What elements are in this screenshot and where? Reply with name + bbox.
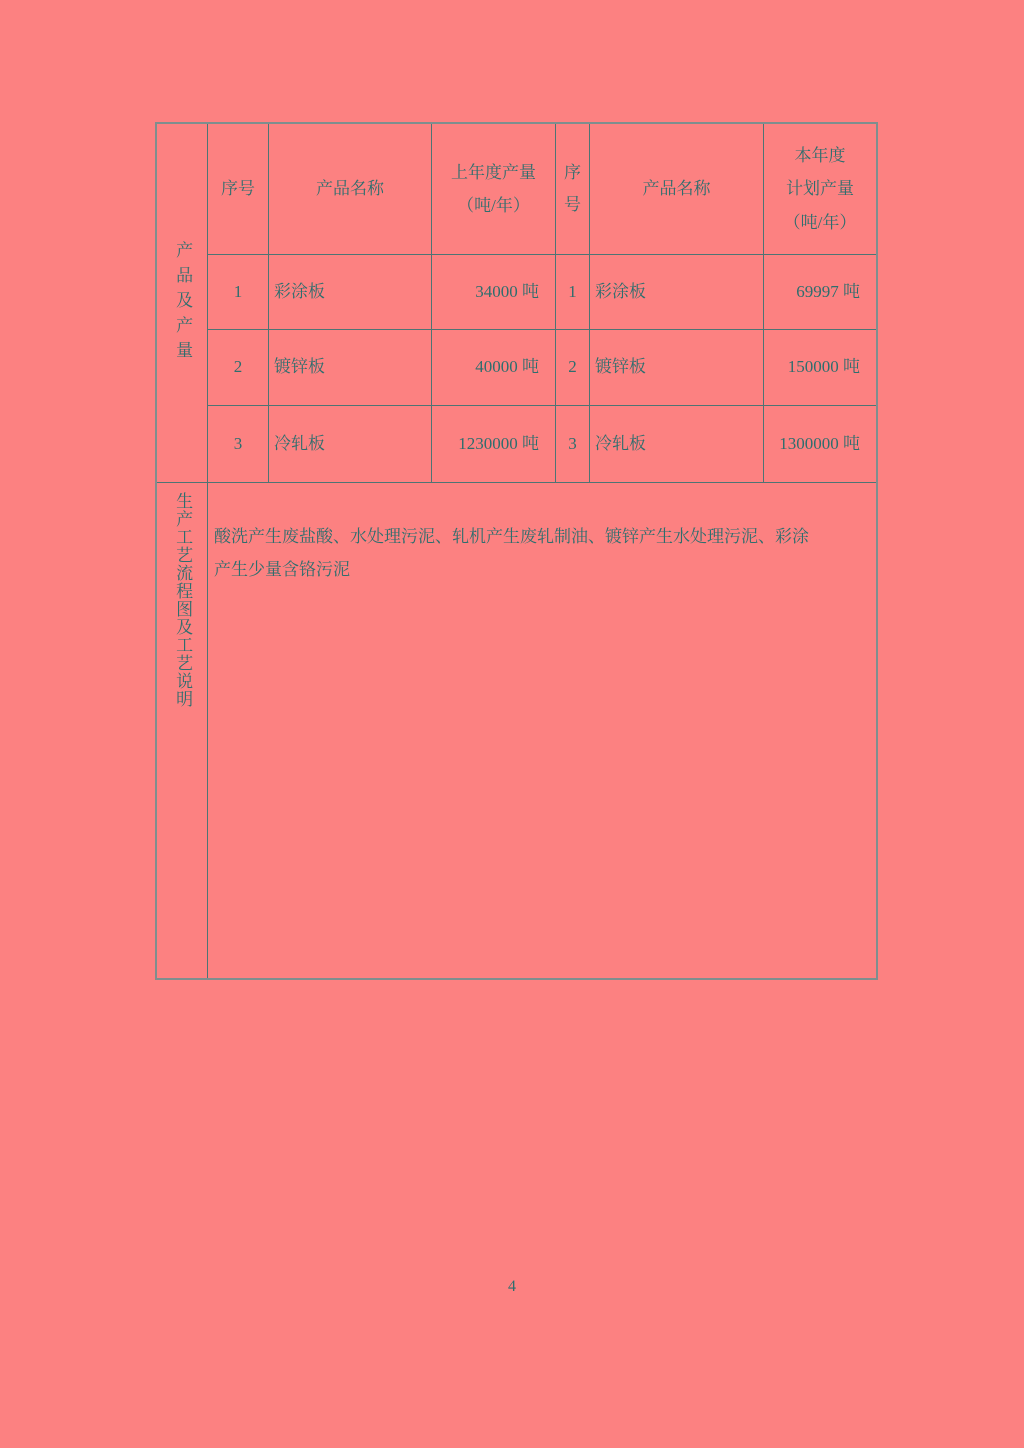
row1-index-left: 1	[207, 254, 268, 329]
row3-product-left: 冷轧板	[268, 405, 431, 482]
header-plan-output	[763, 124, 876, 254]
process-description-cell	[207, 482, 876, 978]
header-plan-output-line2: 计划产量	[785, 179, 854, 199]
row1-product-left: 彩涂板	[268, 254, 431, 329]
header-last-year-output-line1: 上年度产量	[451, 162, 536, 182]
row1-plan-output: 69997 吨	[763, 254, 876, 329]
row1-product-right: 彩涂板	[589, 254, 763, 329]
row1-last-year-output: 34000 吨	[431, 254, 555, 329]
section-label-products-text: 产品及产量	[173, 240, 193, 366]
row2-product-left: 镀锌板	[268, 329, 431, 405]
section-label-process	[157, 482, 207, 978]
page-number: 4	[508, 1278, 516, 1295]
header-plan-output-line1: 本年度	[794, 146, 846, 166]
header-product-name-right: 产品名称	[589, 124, 763, 254]
row3-last-year-output: 1230000 吨	[431, 405, 555, 482]
row3-plan-output: 1300000 吨	[763, 405, 876, 482]
section-label-products	[157, 124, 207, 482]
row2-index-right: 2	[555, 329, 589, 405]
header-index-left: 序号	[207, 124, 268, 254]
row3-index-right: 3	[555, 405, 589, 482]
row3-product-right: 冷轧板	[589, 405, 763, 482]
section-label-process-text: 生产工艺流程图及工艺说明	[173, 492, 193, 708]
row3-index-left: 3	[207, 405, 268, 482]
header-plan-output-line3: （吨/年）	[783, 212, 857, 232]
production-form-table	[155, 122, 878, 980]
header-last-year-output-line2: （吨/年）	[457, 196, 530, 215]
row2-product-right: 镀锌板	[589, 329, 763, 405]
process-description-text: 酸洗产生废盐酸、水处理污泥、轧机产生废轧制油、镀锌产生水处理污泥、彩涂产生少量含铬污泥	[214, 527, 809, 580]
row2-last-year-output: 40000 吨	[431, 329, 555, 405]
header-last-year-output	[431, 124, 555, 254]
row1-index-right: 1	[555, 254, 589, 329]
header-product-name-left: 产品名称	[268, 124, 431, 254]
row2-plan-output: 150000 吨	[763, 329, 876, 405]
header-index-right: 序号	[555, 124, 589, 254]
row2-index-left: 2	[207, 329, 268, 405]
